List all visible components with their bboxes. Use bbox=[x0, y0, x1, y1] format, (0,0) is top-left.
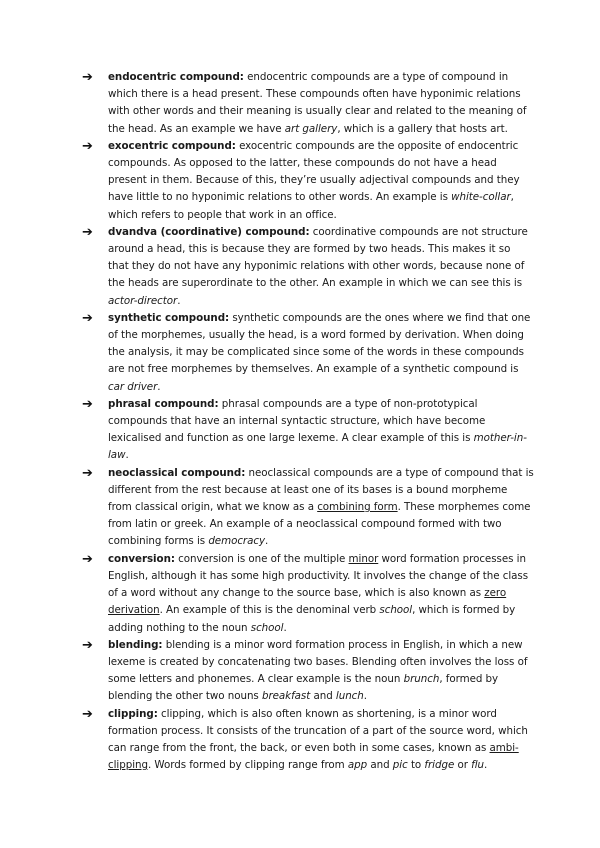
definition-text: . bbox=[283, 621, 287, 634]
example-word: art gallery bbox=[284, 122, 338, 135]
definition-text: . bbox=[363, 690, 367, 703]
definition-text: conversion is one of the multiple bbox=[174, 552, 349, 565]
definition-text: clipping, which is also often known as shortening, is a minor word formation process. It consists of the truncation of a part of the source word, which can range from the front, the back, or even both in some cases, known as bbox=[108, 707, 528, 754]
list-item bbox=[82, 396, 534, 465]
term-label: exocentric compound: bbox=[108, 139, 236, 152]
term-label: dvandva (coordinative) compound: bbox=[108, 225, 310, 238]
term-label: neoclassical compound: bbox=[108, 466, 246, 479]
definition-text: . An example of this is the denominal verb bbox=[159, 604, 380, 617]
example-word: white-collar bbox=[451, 191, 511, 204]
definition-text: . bbox=[177, 294, 181, 307]
arrow-bullet-icon: ➔ bbox=[82, 310, 93, 326]
definition-text: . bbox=[125, 449, 129, 462]
definition-text: , which is formed by adding nothing to the noun bbox=[108, 604, 516, 634]
arrow-bullet-icon: ➔ bbox=[82, 138, 93, 154]
item-text bbox=[108, 706, 534, 775]
arrow-bullet-icon: ➔ bbox=[82, 637, 93, 653]
item-text bbox=[108, 465, 534, 551]
definition-text: coordinative compounds are not structure around a head, this is because they are formed by two heads. This makes it so that they do not have any hyponimic relations with other words, because none of the heads are superordinate to the other. An example in which we can see this is bbox=[108, 225, 528, 290]
underlined-term: minor bbox=[348, 552, 379, 565]
definition-text: neoclassical compounds are a type of compound that is different from the rest because at least one of its bases is a bound morpheme from classical origin, what we know as a bbox=[108, 466, 534, 514]
definition-text: blending is a minor word formation process in English, in which a new lexeme is created by concatenating two bases. Blending often involves the loss of some letters and phonemes. A clear example is the noun bbox=[108, 638, 528, 686]
term-label: blending: bbox=[108, 638, 163, 651]
list-item bbox=[82, 465, 534, 551]
definition-text: endocentric compounds are a type of compound in which there is a head present. These compounds often have hyponimic relations with other words and their meaning is usually clear and related to the meaning of the head. As an example we have bbox=[108, 71, 527, 135]
example-word: school bbox=[250, 621, 284, 634]
example-word: flu bbox=[471, 759, 484, 772]
definition-text: and bbox=[367, 759, 393, 772]
definition-text: word formation processes in English, although it has some high productivity. It involves the change of the class of a word without any change to the source base, which is also known as bbox=[108, 552, 529, 600]
definition-text: . bbox=[157, 380, 161, 393]
item-text bbox=[108, 224, 534, 310]
term-label: phrasal compound: bbox=[108, 397, 219, 410]
arrow-bullet-icon: ➔ bbox=[82, 396, 93, 412]
arrow-bullet-icon: ➔ bbox=[82, 551, 93, 567]
term-label: clipping: bbox=[108, 707, 158, 720]
arrow-bullet-icon: ➔ bbox=[82, 224, 93, 240]
item-text bbox=[108, 310, 534, 396]
item-text bbox=[108, 637, 534, 706]
list-item bbox=[82, 69, 534, 138]
item-text bbox=[108, 138, 534, 224]
example-word: breakfast bbox=[261, 690, 311, 703]
example-word: lunch bbox=[335, 690, 364, 703]
example-word: brunch bbox=[403, 673, 440, 686]
definition-text: . bbox=[265, 535, 269, 548]
definition-text: to bbox=[407, 759, 425, 772]
example-word: school bbox=[379, 604, 413, 617]
item-text bbox=[108, 69, 534, 138]
definition-text: or bbox=[454, 759, 472, 772]
term-label: conversion: bbox=[108, 552, 175, 565]
definition-text: , formed by blending the other two nouns bbox=[108, 673, 499, 703]
item-text bbox=[108, 551, 534, 637]
definition-text: . These morphemes come from latin or greek. An example of a neoclassical compound formed with two combining forms is bbox=[108, 501, 531, 548]
underlined-term: combining form bbox=[317, 501, 398, 514]
definition-text: , which refers to people that work in an office. bbox=[108, 191, 514, 221]
item-text bbox=[108, 396, 534, 465]
definition-text: and bbox=[310, 690, 336, 703]
list-item bbox=[82, 310, 534, 396]
definition-text: phrasal compounds are a type of non-prototypical compounds that have an internal syntactic structure, which have become lexicalised and function as one large lexeme. A clear example of this is bbox=[108, 397, 486, 445]
definition-text: . Words formed by clipping range from bbox=[147, 759, 348, 772]
list-item bbox=[82, 637, 534, 706]
example-word: car driver bbox=[108, 380, 158, 393]
example-word: actor-director bbox=[108, 294, 178, 307]
example-word: pic bbox=[392, 759, 408, 772]
term-definition-list bbox=[82, 69, 534, 774]
term-label: synthetic compound: bbox=[108, 311, 230, 324]
list-item bbox=[82, 706, 534, 775]
definition-text: , which is a gallery that hosts art. bbox=[337, 122, 508, 135]
example-word: fridge bbox=[424, 759, 455, 772]
example-word: mother-in-law bbox=[108, 432, 527, 462]
arrow-bullet-icon: ➔ bbox=[82, 706, 93, 722]
term-label: endocentric compound: bbox=[108, 71, 244, 83]
arrow-bullet-icon: ➔ bbox=[82, 465, 93, 481]
definition-text: synthetic compounds are the ones where we find that one of the morphemes, usually the head, is a word formed by derivation. When doing the analysis, it may be complicated since some of the words in these compounds are not free morphemes by themselves. An example of a synthetic compound is bbox=[108, 311, 531, 376]
underlined-term: zero derivation bbox=[108, 587, 507, 617]
definition-text: . bbox=[484, 759, 488, 772]
arrow-bullet-icon: ➔ bbox=[82, 70, 93, 85]
list-item bbox=[82, 138, 534, 224]
example-word: app bbox=[347, 759, 368, 772]
list-item bbox=[82, 551, 534, 637]
list-item bbox=[82, 224, 534, 310]
definition-text: exocentric compounds are the opposite of endocentric compounds. As opposed to the latter, these compounds do not have a head present in them. Because of this, they’re usually adjectival compounds and they have little to no hyponimic relations to other words. An example is bbox=[108, 139, 520, 204]
example-word: democracy bbox=[208, 535, 266, 548]
underlined-term: ambi-clipping bbox=[108, 741, 519, 772]
